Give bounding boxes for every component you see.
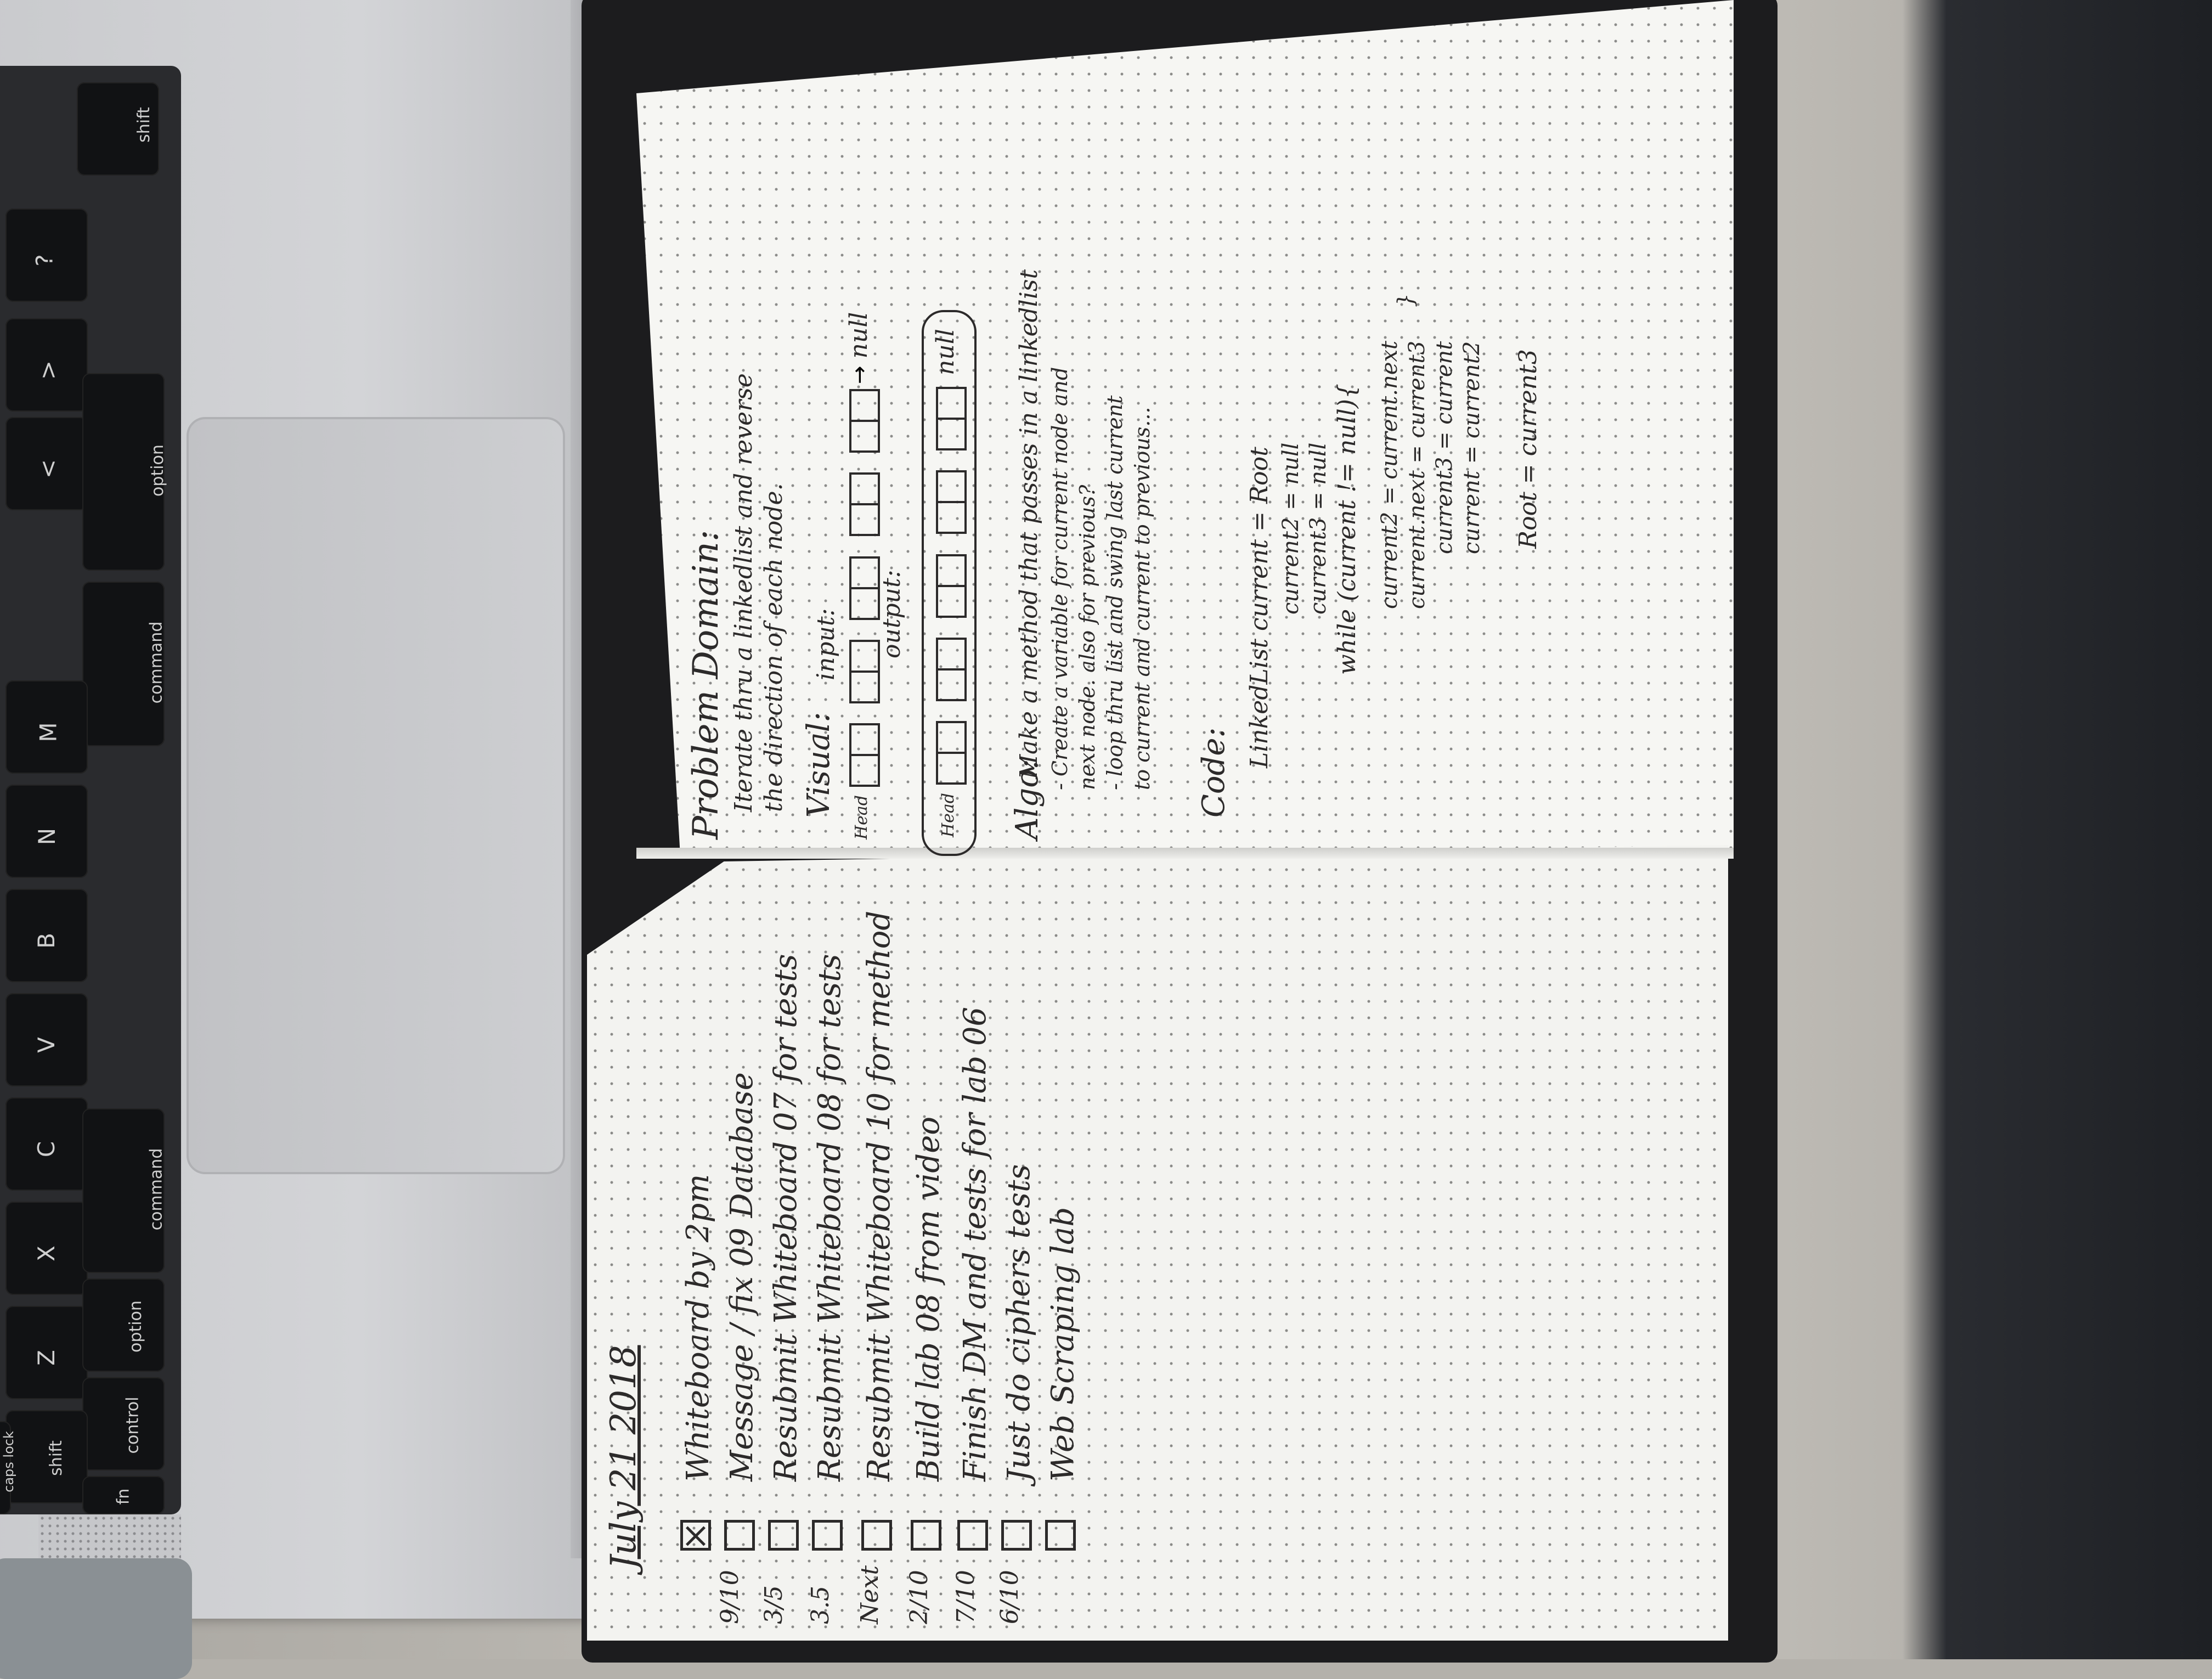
key-caps-lock[interactable]: caps lock	[0, 1421, 11, 1514]
todo-checkbox[interactable]	[911, 1520, 941, 1551]
todo-item-score: Next	[856, 1565, 884, 1624]
key-c[interactable]: C	[5, 1097, 88, 1191]
key-n[interactable]: N	[5, 785, 88, 878]
algo-line: Make a method that passes in a linkedlist	[1015, 269, 1043, 779]
list-node	[936, 721, 967, 754]
list-node	[849, 556, 880, 589]
problem-text-line: Iterate thru a linkedlist and reverse	[730, 373, 758, 812]
todo-checkbox[interactable]	[724, 1520, 755, 1551]
list-node	[849, 723, 880, 756]
todo-checkbox[interactable]	[812, 1520, 843, 1551]
list-node	[936, 752, 967, 785]
code-line: current.next = current3	[1404, 340, 1430, 609]
todo-item-text: Resubmit Whiteboard 10 for method	[861, 910, 897, 1481]
algo-line: to current and current to previous...	[1130, 407, 1154, 790]
todo-checkbox[interactable]	[861, 1520, 892, 1551]
phone	[0, 1558, 192, 1679]
list-node	[936, 554, 967, 587]
todo-item-score: 9/10	[716, 1570, 744, 1624]
null-label: null	[845, 312, 873, 359]
list-node	[849, 503, 880, 536]
algo-line: - loop thru list and swing last current	[1103, 395, 1127, 790]
todo-checkbox-checked[interactable]	[680, 1520, 711, 1551]
code-line: Root = current3	[1514, 349, 1542, 549]
key-option-right[interactable]: option	[82, 373, 165, 571]
key-less[interactable]: <	[5, 417, 88, 510]
null-label: null	[932, 329, 960, 376]
output-label: output:	[878, 570, 906, 658]
key-x[interactable]: X	[5, 1202, 88, 1295]
code-line: current2 = current.next	[1377, 340, 1402, 609]
key-question[interactable]: ?	[5, 209, 88, 302]
list-node	[936, 585, 967, 618]
list-node	[936, 501, 967, 534]
key-greater[interactable]: >	[5, 318, 88, 412]
list-node	[936, 418, 967, 450]
linked-list-output	[922, 310, 977, 856]
list-node	[849, 754, 880, 787]
todo-checkbox[interactable]	[1001, 1520, 1032, 1551]
visual-title: Visual:	[801, 712, 837, 818]
algo-line: - Create a variable for current node and	[1048, 367, 1072, 790]
todo-item-score: 3/5	[760, 1585, 788, 1624]
algo-title: Algo:	[1009, 759, 1045, 840]
todo-item-text: Message / fix 09 Database	[724, 1072, 760, 1481]
key-shift-right[interactable]: shift	[77, 82, 159, 176]
trackpad[interactable]	[187, 417, 565, 1174]
code-line: LinkedList current = Root	[1245, 447, 1273, 768]
todo-checkbox[interactable]	[957, 1520, 988, 1551]
list-node	[936, 668, 967, 701]
todo-item-text: Whiteboard by 2pm	[680, 1174, 716, 1481]
key-shift-left[interactable]: shift	[5, 1410, 88, 1503]
code-line: current3 = null	[1306, 442, 1331, 615]
todo-item-text: Resubmit Whiteboard 07 for tests	[768, 954, 804, 1481]
todo-item-text: Resubmit Whiteboard 08 for tests	[812, 954, 848, 1481]
list-node	[849, 587, 880, 620]
head-label: Head	[852, 795, 871, 840]
todo-date: July 21 2018	[603, 1345, 644, 1569]
code-line: while (current != null){	[1333, 384, 1361, 675]
todo-checkbox[interactable]	[768, 1520, 799, 1551]
list-node	[849, 420, 880, 453]
key-z[interactable]: Z	[5, 1306, 88, 1399]
problem-text-line: the direction of each node.	[760, 483, 788, 812]
todo-item-text: Build lab 08 from video	[911, 1116, 946, 1481]
todo-checkbox[interactable]	[1045, 1520, 1076, 1551]
notebook-spine	[636, 848, 1734, 859]
problem-title: Problem Domain:	[686, 529, 726, 840]
list-node	[936, 387, 967, 420]
code-line: }	[1393, 293, 1419, 307]
code-title: Code:	[1196, 727, 1232, 818]
arrow-icon: →	[847, 365, 872, 385]
list-node	[849, 389, 880, 422]
code-line: current3 = current	[1432, 341, 1457, 554]
algo-line: next node. also for previous?	[1075, 484, 1099, 790]
todo-item-text: Web Scraping lab	[1045, 1207, 1081, 1481]
todo-item-score: 2/10	[905, 1570, 933, 1624]
head-label: Head	[939, 792, 958, 837]
key-command-left[interactable]: command	[82, 1108, 165, 1273]
key-m[interactable]: M	[5, 680, 88, 774]
todo-item-score: 6/10	[996, 1570, 1024, 1624]
key-fn[interactable]: fn	[82, 1476, 165, 1514]
input-label: input:	[812, 608, 840, 680]
code-line: current2 = null	[1278, 442, 1304, 615]
key-command-right[interactable]: command	[82, 582, 165, 746]
key-control[interactable]: control	[82, 1377, 165, 1470]
todo-item-text: Just do ciphers tests	[1001, 1164, 1037, 1481]
list-node	[936, 638, 967, 671]
linked-list-input	[845, 312, 880, 840]
list-node	[849, 640, 880, 673]
key-option-left[interactable]: option	[82, 1278, 165, 1372]
code-line: current = current2	[1459, 341, 1485, 554]
key-v[interactable]: V	[5, 993, 88, 1086]
list-node	[936, 470, 967, 503]
todo-item-text: Finish DM and tests for lab 06	[957, 1006, 993, 1481]
list-node	[849, 472, 880, 505]
list-node	[849, 671, 880, 703]
todo-item-score: 7/10	[952, 1570, 980, 1624]
laptop-keyboard	[0, 66, 181, 1514]
key-b[interactable]: B	[5, 889, 88, 982]
todo-item-score: 3.5	[806, 1586, 834, 1624]
